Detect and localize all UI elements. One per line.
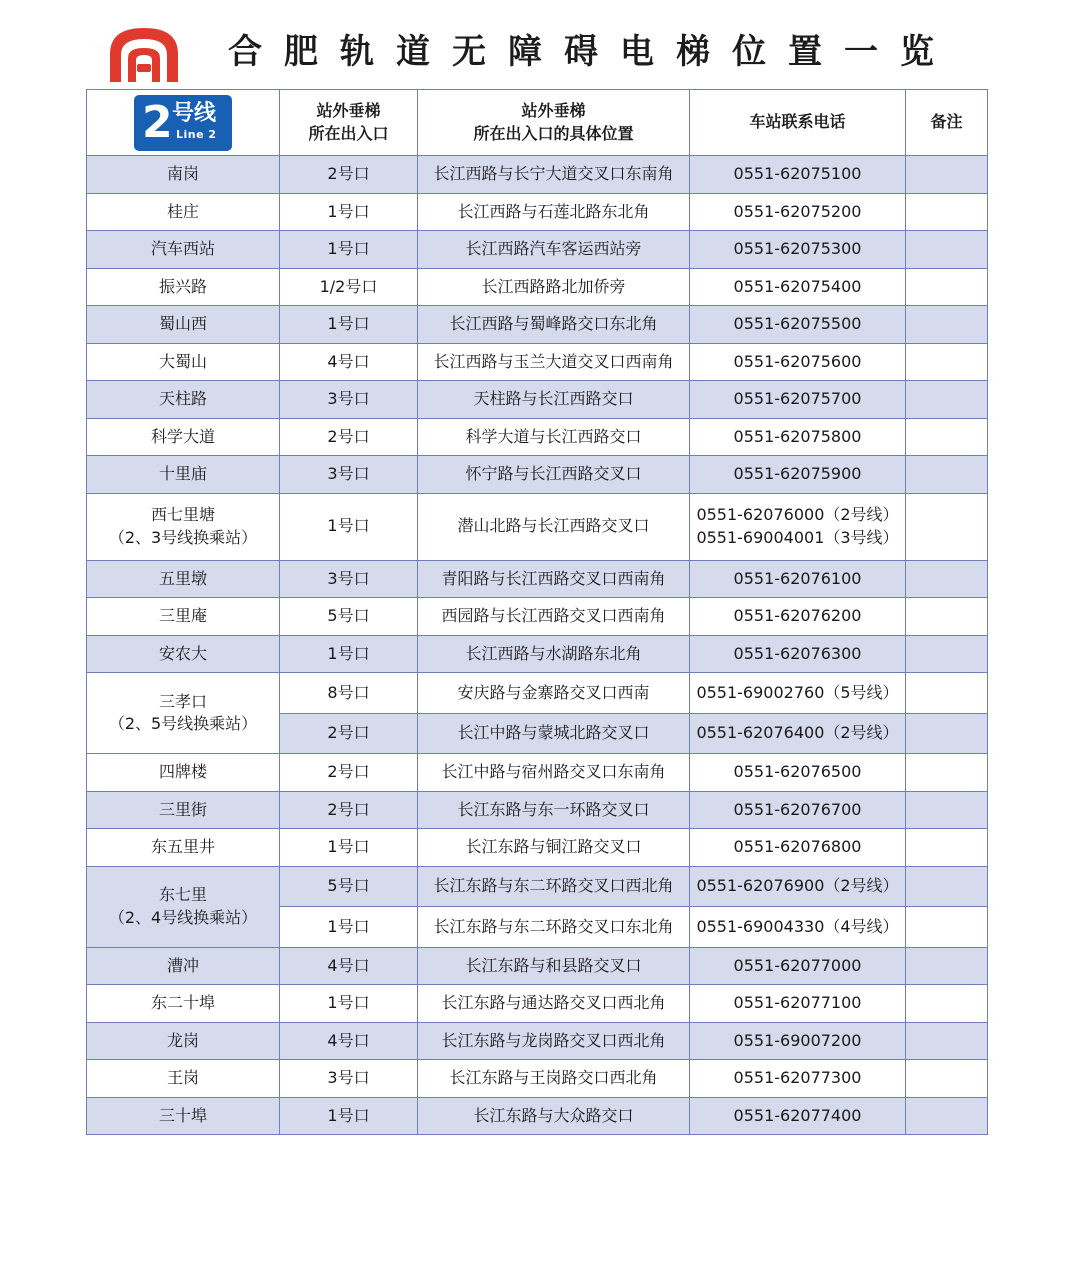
station-name: 西七里塘 （2、3号线换乘站） — [87, 493, 280, 560]
exit-number: 1号口 — [280, 907, 418, 948]
exit-number: 3号口 — [280, 381, 418, 419]
line-badge-label-cn: 号线 — [172, 100, 217, 126]
table-row — [87, 947, 988, 985]
exit-number: 4号口 — [280, 1022, 418, 1060]
exit-location: 长江东路与大众路交口 — [418, 1097, 690, 1135]
exit-number: 2号口 — [280, 754, 418, 792]
note-cell — [906, 791, 988, 829]
station-phone: 0551-62075200 — [690, 193, 906, 231]
station-phone: 0551-69007200 — [690, 1022, 906, 1060]
exit-number: 1号口 — [280, 231, 418, 269]
exit-location: 长江东路与铜江路交叉口 — [418, 829, 690, 867]
station-phone: 0551-62075900 — [690, 456, 906, 494]
note-cell — [906, 268, 988, 306]
table-row — [87, 866, 988, 907]
hefei-rail-logo-icon — [104, 24, 184, 82]
exit-number: 1号口 — [280, 985, 418, 1023]
station-name: 桂庄 — [87, 193, 280, 231]
exit-number: 2号口 — [280, 791, 418, 829]
station-name: 蜀山西 — [87, 306, 280, 344]
exit-number: 2号口 — [280, 156, 418, 194]
exit-location: 西园路与长江西路交叉口西南角 — [418, 598, 690, 636]
station-phone: 0551-62075700 — [690, 381, 906, 419]
elevator-table — [86, 89, 988, 1135]
note-cell — [906, 381, 988, 419]
exit-location: 长江东路与和县路交叉口 — [418, 947, 690, 985]
header-location: 站外垂梯 所在出入口的具体位置 — [418, 90, 690, 156]
table-row — [87, 829, 988, 867]
exit-location: 长江东路与王岗路交口西北角 — [418, 1060, 690, 1098]
page-header — [0, 0, 1080, 88]
station-name: 五里墩 — [87, 560, 280, 598]
station-phone: 0551-62077000 — [690, 947, 906, 985]
table-row — [87, 493, 988, 560]
exit-number: 2号口 — [280, 713, 418, 754]
table-row — [87, 381, 988, 419]
station-phone: 0551-62076400（2号线） — [690, 713, 906, 754]
table-row — [87, 985, 988, 1023]
note-cell — [906, 985, 988, 1023]
exit-location: 长江西路与水湖路东北角 — [418, 635, 690, 673]
exit-location: 长江东路与龙岗路交叉口西北角 — [418, 1022, 690, 1060]
exit-location: 长江西路与玉兰大道交叉口西南角 — [418, 343, 690, 381]
note-cell — [906, 1097, 988, 1135]
table-row — [87, 791, 988, 829]
table-row — [87, 754, 988, 792]
exit-number: 3号口 — [280, 1060, 418, 1098]
line-2-badge — [134, 95, 232, 151]
station-name: 天柱路 — [87, 381, 280, 419]
station-name: 科学大道 — [87, 418, 280, 456]
station-name: 十里庙 — [87, 456, 280, 494]
note-cell — [906, 1022, 988, 1060]
exit-number: 8号口 — [280, 673, 418, 714]
station-phone: 0551-62076300 — [690, 635, 906, 673]
station-name: 三里街 — [87, 791, 280, 829]
table-row — [87, 673, 988, 714]
station-phone: 0551-62077400 — [690, 1097, 906, 1135]
exit-number: 1号口 — [280, 493, 418, 560]
station-name: 大蜀山 — [87, 343, 280, 381]
exit-number: 1号口 — [280, 1097, 418, 1135]
note-cell — [906, 713, 988, 754]
exit-location: 长江西路汽车客运西站旁 — [418, 231, 690, 269]
header-note: 备注 — [906, 90, 988, 156]
table-row — [87, 193, 988, 231]
station-phone: 0551-62076200 — [690, 598, 906, 636]
exit-location: 长江西路与石莲北路东北角 — [418, 193, 690, 231]
station-phone: 0551-62075500 — [690, 306, 906, 344]
table-row — [87, 1060, 988, 1098]
table-row — [87, 268, 988, 306]
station-name: 龙岗 — [87, 1022, 280, 1060]
exit-location: 青阳路与长江西路交叉口西南角 — [418, 560, 690, 598]
table-row — [87, 456, 988, 494]
station-name: 三孝口 （2、5号线换乘站） — [87, 673, 280, 754]
station-name: 三里庵 — [87, 598, 280, 636]
station-name: 东二十埠 — [87, 985, 280, 1023]
header-phone: 车站联系电话 — [690, 90, 906, 156]
line-badge-cell — [87, 90, 280, 156]
note-cell — [906, 947, 988, 985]
exit-number: 1号口 — [280, 635, 418, 673]
station-name: 汽车西站 — [87, 231, 280, 269]
exit-location: 长江西路与蜀峰路交口东北角 — [418, 306, 690, 344]
note-cell — [906, 493, 988, 560]
exit-location: 长江东路与通达路交叉口西北角 — [418, 985, 690, 1023]
station-phone: 0551-62077300 — [690, 1060, 906, 1098]
station-phone: 0551-62075400 — [690, 268, 906, 306]
exit-location: 科学大道与长江西路交口 — [418, 418, 690, 456]
exit-number: 1号口 — [280, 193, 418, 231]
exit-location: 怀宁路与长江西路交叉口 — [418, 456, 690, 494]
station-phone: 0551-69004330（4号线） — [690, 907, 906, 948]
exit-number: 1号口 — [280, 829, 418, 867]
exit-location: 潜山北路与长江西路交叉口 — [418, 493, 690, 560]
note-cell — [906, 907, 988, 948]
station-phone: 0551-62076100 — [690, 560, 906, 598]
exit-location: 长江中路与宿州路交叉口东南角 — [418, 754, 690, 792]
station-phone: 0551-62076000（2号线） 0551-69004001（3号线） — [690, 493, 906, 560]
note-cell — [906, 306, 988, 344]
table-row — [87, 635, 988, 673]
table-row — [87, 1097, 988, 1135]
station-phone: 0551-62076900（2号线） — [690, 866, 906, 907]
exit-location: 安庆路与金寨路交叉口西南 — [418, 673, 690, 714]
note-cell — [906, 418, 988, 456]
station-phone: 0551-62075600 — [690, 343, 906, 381]
note-cell — [906, 754, 988, 792]
note-cell — [906, 231, 988, 269]
page-title: 合肥轨道无障碍电梯位置一览 — [228, 32, 956, 72]
table-row — [87, 418, 988, 456]
exit-number: 4号口 — [280, 343, 418, 381]
station-phone: 0551-62076800 — [690, 829, 906, 867]
table-row — [87, 231, 988, 269]
exit-number: 1号口 — [280, 306, 418, 344]
exit-location: 长江西路路北加侨旁 — [418, 268, 690, 306]
station-name: 东七里 （2、4号线换乘站） — [87, 866, 280, 947]
note-cell — [906, 866, 988, 907]
exit-number: 3号口 — [280, 560, 418, 598]
exit-location: 长江东路与东二环路交叉口东北角 — [418, 907, 690, 948]
station-phone: 0551-62076700 — [690, 791, 906, 829]
station-name: 王岗 — [87, 1060, 280, 1098]
table-row — [87, 156, 988, 194]
station-phone: 0551-62075100 — [690, 156, 906, 194]
note-cell — [906, 598, 988, 636]
table-row — [87, 560, 988, 598]
exit-location: 长江中路与蒙城北路交叉口 — [418, 713, 690, 754]
station-name: 安农大 — [87, 635, 280, 673]
station-phone: 0551-62075800 — [690, 418, 906, 456]
header-exit: 站外垂梯 所在出入口 — [280, 90, 418, 156]
exit-location: 长江东路与东一环路交叉口 — [418, 791, 690, 829]
exit-location: 天柱路与长江西路交口 — [418, 381, 690, 419]
station-phone: 0551-62077100 — [690, 985, 906, 1023]
station-name: 四牌楼 — [87, 754, 280, 792]
station-name: 振兴路 — [87, 268, 280, 306]
note-cell — [906, 635, 988, 673]
note-cell — [906, 193, 988, 231]
exit-number: 5号口 — [280, 866, 418, 907]
station-phone: 0551-62075300 — [690, 231, 906, 269]
line-badge-label-en: Line 2 — [176, 127, 217, 141]
exit-location: 长江东路与东二环路交叉口西北角 — [418, 866, 690, 907]
line-badge-number: 2 — [142, 96, 173, 148]
exit-number: 2号口 — [280, 418, 418, 456]
table-row — [87, 598, 988, 636]
exit-number: 4号口 — [280, 947, 418, 985]
station-name: 南岗 — [87, 156, 280, 194]
note-cell — [906, 1060, 988, 1098]
station-phone: 0551-69002760（5号线） — [690, 673, 906, 714]
station-name: 东五里井 — [87, 829, 280, 867]
station-phone: 0551-62076500 — [690, 754, 906, 792]
note-cell — [906, 673, 988, 714]
table-row — [87, 343, 988, 381]
note-cell — [906, 560, 988, 598]
note-cell — [906, 343, 988, 381]
table-row — [87, 306, 988, 344]
exit-number: 1/2号口 — [280, 268, 418, 306]
exit-number: 5号口 — [280, 598, 418, 636]
exit-number: 3号口 — [280, 456, 418, 494]
note-cell — [906, 829, 988, 867]
exit-location: 长江西路与长宁大道交叉口东南角 — [418, 156, 690, 194]
table-row — [87, 1022, 988, 1060]
station-name: 三十埠 — [87, 1097, 280, 1135]
station-name: 漕冲 — [87, 947, 280, 985]
note-cell — [906, 156, 988, 194]
note-cell — [906, 456, 988, 494]
